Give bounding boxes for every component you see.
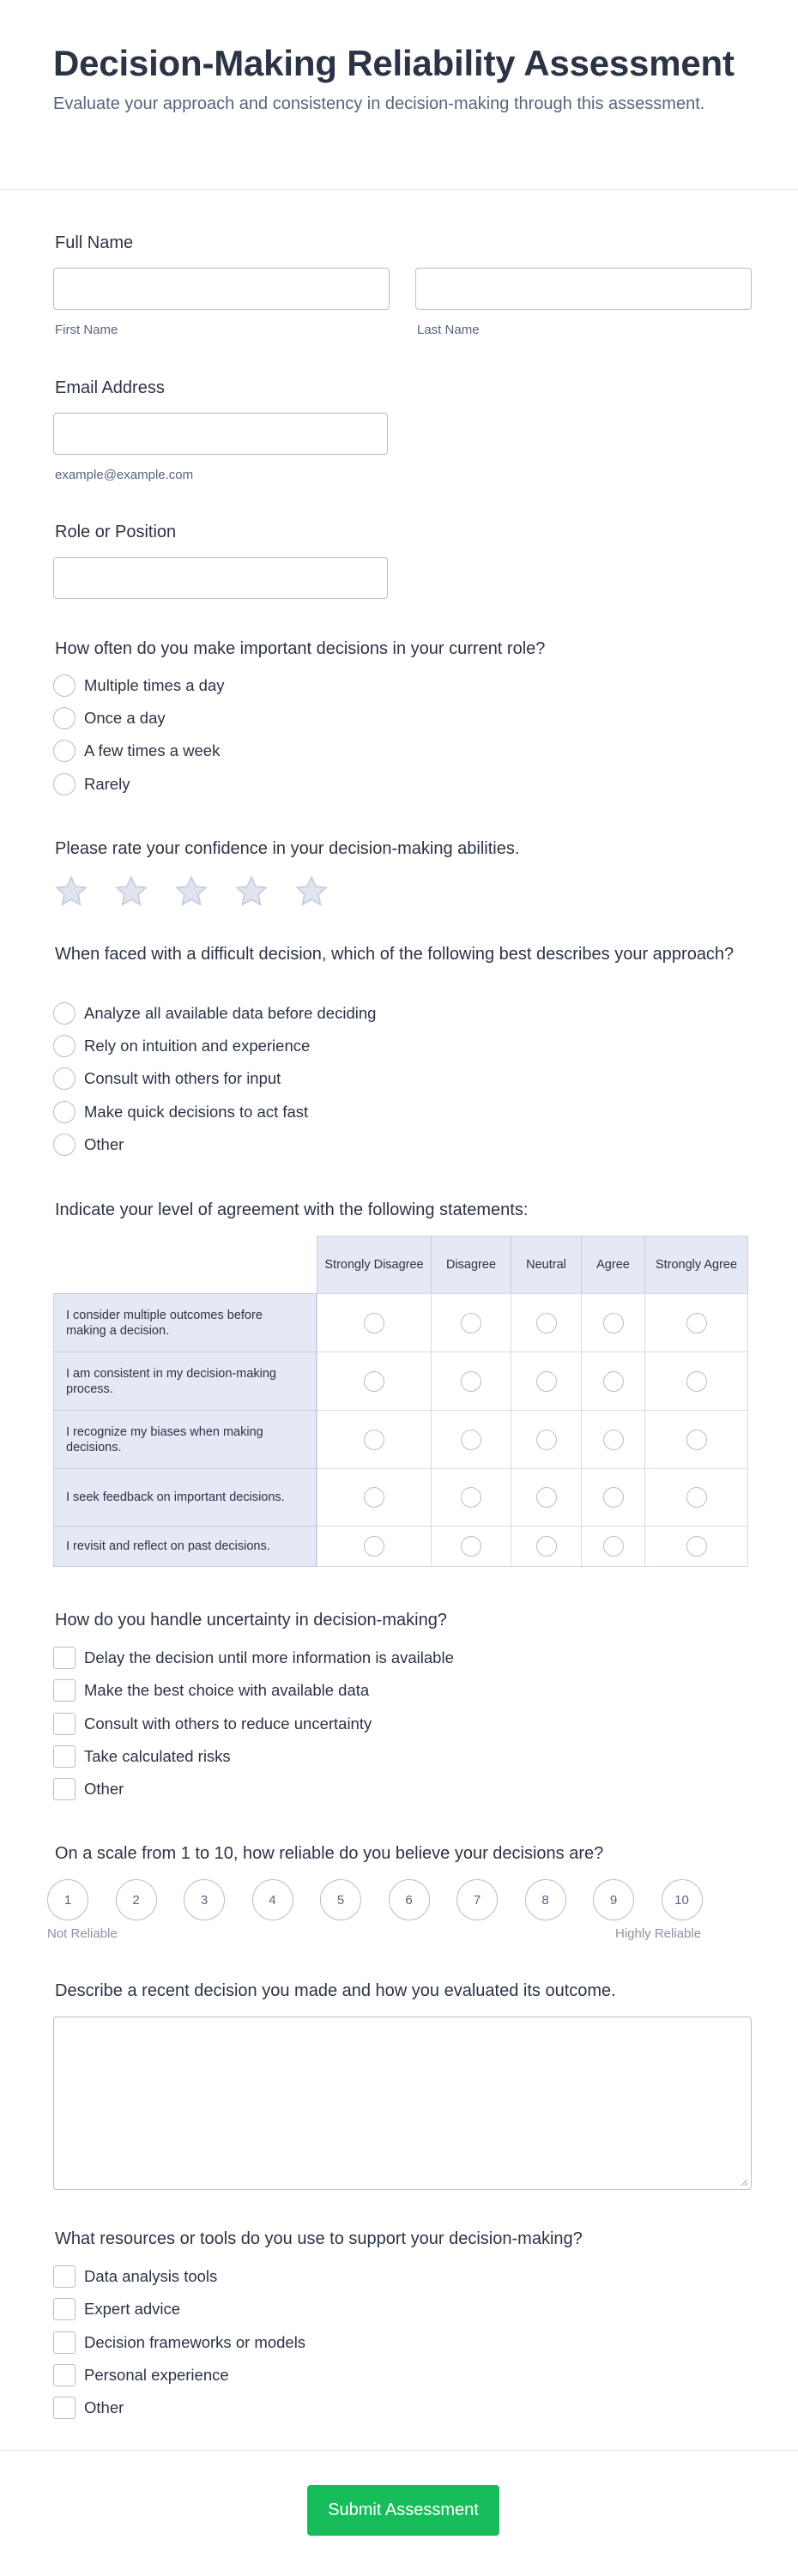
matrix-cell[interactable]	[644, 1351, 748, 1411]
approach-option[interactable]	[53, 1133, 124, 1157]
option-label: Make the best choice with available data	[84, 1681, 370, 1699]
scale-option-4[interactable]: 4	[252, 1879, 293, 1920]
radio-button[interactable]	[536, 1536, 557, 1557]
checkbox[interactable]	[53, 1745, 76, 1768]
radio-button[interactable]	[364, 1313, 384, 1333]
radio-button[interactable]	[364, 1430, 384, 1450]
matrix-row-label: I recognize my biases when making decisions.	[53, 1410, 317, 1469]
checkbox[interactable]	[53, 2265, 76, 2288]
frequency-option[interactable]	[53, 772, 130, 796]
radio-button[interactable]	[536, 1371, 557, 1392]
approach-option[interactable]	[53, 1034, 310, 1058]
checkbox[interactable]	[53, 2298, 76, 2320]
matrix-cell[interactable]	[317, 1351, 432, 1411]
option-label: Decision frameworks or models	[84, 2333, 306, 2351]
resize-handle-icon[interactable]	[740, 2178, 748, 2186]
radio-button[interactable]	[603, 1313, 624, 1333]
approach-question: When faced with a difficult decision, which of the following best describes your approach?	[55, 945, 735, 964]
scale-option-5[interactable]: 5	[320, 1879, 361, 1920]
scale-option-1[interactable]: 1	[47, 1879, 88, 1920]
resources-option[interactable]	[53, 2265, 217, 2289]
radio-button[interactable]	[536, 1430, 557, 1450]
resources-option[interactable]	[53, 2297, 180, 2321]
matrix-row-label: I consider multiple outcomes before making a decision.	[53, 1293, 317, 1352]
matrix-cell[interactable]	[431, 1468, 511, 1527]
matrix-cell[interactable]	[511, 1526, 582, 1567]
agreement-question: Indicate your level of agreement with the following statements:	[55, 1200, 529, 1219]
role-label: Role or Position	[55, 523, 177, 541]
resources-option[interactable]	[53, 2331, 305, 2355]
checkbox[interactable]	[53, 2364, 76, 2386]
radio-button[interactable]	[686, 1536, 707, 1557]
option-label: Rarely	[84, 775, 130, 793]
radio-button[interactable]	[53, 1101, 76, 1123]
radio-button[interactable]	[53, 740, 76, 762]
matrix-cell[interactable]	[511, 1410, 582, 1469]
email-sublabel: example@example.com	[55, 468, 194, 482]
option-label: Consult with others for input	[84, 1069, 281, 1087]
radio-button[interactable]	[461, 1487, 481, 1508]
matrix-row-label: I am consistent in my decision-making process.	[53, 1351, 317, 1411]
radio-button[interactable]	[364, 1371, 384, 1392]
radio-button[interactable]	[53, 674, 76, 697]
scale-option-10[interactable]: 10	[662, 1879, 703, 1920]
full-name-label: Full Name	[55, 233, 134, 252]
last-name-input[interactable]	[415, 268, 752, 310]
matrix-cell[interactable]	[581, 1526, 645, 1567]
matrix-column-header: Agree	[581, 1236, 645, 1294]
matrix-cell[interactable]	[317, 1410, 432, 1469]
resources-question: What resources or tools do you use to support your decision-making?	[55, 2229, 583, 2248]
frequency-option[interactable]	[53, 674, 224, 698]
star-icon[interactable]	[293, 874, 329, 910]
form-title: Decision-Making Reliability Assessment	[53, 43, 735, 83]
form-footer	[0, 2450, 798, 2576]
radio-button[interactable]	[686, 1371, 707, 1392]
uncertainty-question: How do you handle uncertainty in decision-making?	[55, 1611, 447, 1630]
form-subtitle: Evaluate your approach and consistency in decision-making through this assessment.	[53, 94, 705, 113]
star-icon[interactable]	[173, 874, 209, 910]
email-label: Email Address	[55, 378, 165, 397]
first-name-input[interactable]	[53, 268, 390, 310]
radio-button[interactable]	[686, 1430, 707, 1450]
matrix-cell[interactable]	[431, 1293, 511, 1352]
radio-button[interactable]	[461, 1430, 481, 1450]
radio-button[interactable]	[364, 1536, 384, 1557]
scale-option-6[interactable]: 6	[389, 1879, 430, 1920]
radio-button[interactable]	[53, 1134, 76, 1156]
radio-button[interactable]	[53, 773, 76, 795]
option-label: Consult with others to reduce uncertainty	[84, 1714, 372, 1732]
option-label: Delay the decision until more information is available	[84, 1648, 454, 1666]
option-label: Other	[84, 1780, 124, 1798]
matrix-cell[interactable]	[581, 1351, 645, 1411]
radio-button[interactable]	[603, 1371, 624, 1392]
option-label: Take calculated risks	[84, 1747, 231, 1765]
recent-decision-textarea[interactable]	[53, 2017, 752, 2190]
scale-option-7[interactable]: 7	[456, 1879, 498, 1920]
radio-button[interactable]	[686, 1313, 707, 1333]
radio-button[interactable]	[53, 1035, 76, 1057]
submit-button[interactable]: Submit Assessment	[307, 2485, 499, 2536]
radio-button[interactable]	[603, 1487, 624, 1508]
radio-button[interactable]	[686, 1487, 707, 1508]
scale-option-8[interactable]: 8	[525, 1879, 566, 1920]
first-name-sublabel: First Name	[55, 323, 118, 337]
option-label: A few times a week	[84, 741, 221, 759]
scale-low-label: Not Reliable	[47, 1926, 118, 1941]
option-label: Rely on intuition and experience	[84, 1037, 311, 1055]
matrix-cell[interactable]	[511, 1468, 582, 1527]
matrix-cell[interactable]	[431, 1351, 511, 1411]
scale-option-3[interactable]: 3	[184, 1879, 225, 1920]
radio-button[interactable]	[603, 1430, 624, 1450]
matrix-row-label: I seek feedback on important decisions.	[53, 1468, 317, 1527]
matrix-column-header: Neutral	[511, 1236, 582, 1294]
star-icon[interactable]	[233, 874, 269, 910]
option-label: Other	[84, 2398, 124, 2416]
matrix-cell[interactable]	[317, 1293, 432, 1352]
reliability-question: On a scale from 1 to 10, how reliable do you believe your decisions are?	[55, 1844, 604, 1863]
scale-high-label: Highly Reliable	[615, 1926, 702, 1941]
checkbox[interactable]	[53, 1713, 76, 1735]
option-label: Once a day	[84, 709, 166, 727]
confidence-question: Please rate your confidence in your decision-making abilities.	[55, 839, 520, 858]
matrix-cell[interactable]	[581, 1293, 645, 1352]
checkbox[interactable]	[53, 1679, 76, 1702]
matrix-column-header: Disagree	[431, 1236, 511, 1294]
radio-button[interactable]	[53, 1002, 76, 1025]
option-label: Analyze all available data before deciding	[84, 1004, 377, 1022]
matrix-row-label: I revisit and reflect on past decisions.	[53, 1526, 317, 1567]
radio-button[interactable]	[461, 1371, 481, 1392]
form-header	[0, 0, 798, 190]
uncertainty-option[interactable]	[53, 1777, 124, 1801]
resources-option[interactable]	[53, 2363, 229, 2387]
approach-option[interactable]	[53, 1001, 376, 1025]
matrix-cell[interactable]	[431, 1410, 511, 1469]
approach-option[interactable]	[53, 1100, 308, 1124]
option-label: Multiple times a day	[84, 676, 225, 694]
radio-button[interactable]	[53, 1067, 76, 1090]
resources-option[interactable]	[53, 2396, 124, 2420]
radio-button[interactable]	[536, 1313, 557, 1333]
uncertainty-option[interactable]	[53, 1646, 454, 1670]
matrix-cell[interactable]	[317, 1526, 432, 1567]
checkbox[interactable]	[53, 2331, 76, 2354]
frequency-option[interactable]	[53, 706, 166, 730]
checkbox[interactable]	[53, 2397, 76, 2419]
matrix-cell[interactable]	[511, 1351, 582, 1411]
star-icon[interactable]	[53, 874, 89, 910]
star-rating[interactable]	[53, 874, 354, 910]
email-input[interactable]	[53, 413, 388, 455]
scale-option-2[interactable]: 2	[116, 1879, 157, 1920]
matrix-cell[interactable]	[644, 1410, 748, 1469]
option-label: Personal experience	[84, 2366, 229, 2384]
option-label: Expert advice	[84, 2300, 181, 2318]
recent-decision-question: Describe a recent decision you made and how you evaluated its outcome.	[55, 1981, 616, 2000]
scale-option-9[interactable]: 9	[593, 1879, 634, 1920]
matrix-column-header: Strongly Agree	[644, 1236, 748, 1294]
option-label: Other	[84, 1135, 124, 1153]
star-icon[interactable]	[113, 874, 149, 910]
uncertainty-option[interactable]	[53, 1678, 369, 1702]
option-label: Make quick decisions to act fast	[84, 1103, 309, 1121]
approach-option[interactable]	[53, 1067, 281, 1091]
checkbox[interactable]	[53, 1778, 76, 1800]
matrix-cell[interactable]	[644, 1293, 748, 1352]
last-name-sublabel: Last Name	[417, 323, 480, 337]
radio-button[interactable]	[536, 1487, 557, 1508]
option-label: Data analysis tools	[84, 2267, 218, 2285]
matrix-cell[interactable]	[644, 1468, 748, 1527]
uncertainty-option[interactable]	[53, 1745, 231, 1769]
matrix-cell[interactable]	[431, 1526, 511, 1567]
radio-button[interactable]	[364, 1487, 384, 1508]
matrix-cell[interactable]	[581, 1468, 645, 1527]
radio-button[interactable]	[53, 707, 76, 729]
checkbox[interactable]	[53, 1647, 76, 1669]
matrix-cell[interactable]	[511, 1293, 582, 1352]
radio-button[interactable]	[461, 1536, 481, 1557]
uncertainty-option[interactable]	[53, 1712, 372, 1736]
matrix-column-header: Strongly Disagree	[317, 1236, 432, 1294]
frequency-option[interactable]	[53, 739, 220, 763]
frequency-question: How often do you make important decisions in your current role?	[55, 639, 546, 658]
matrix-cell[interactable]	[317, 1468, 432, 1527]
matrix-cell[interactable]	[581, 1410, 645, 1469]
radio-button[interactable]	[461, 1313, 481, 1333]
role-input[interactable]	[53, 557, 388, 599]
radio-button[interactable]	[603, 1536, 624, 1557]
matrix-cell[interactable]	[644, 1526, 748, 1567]
